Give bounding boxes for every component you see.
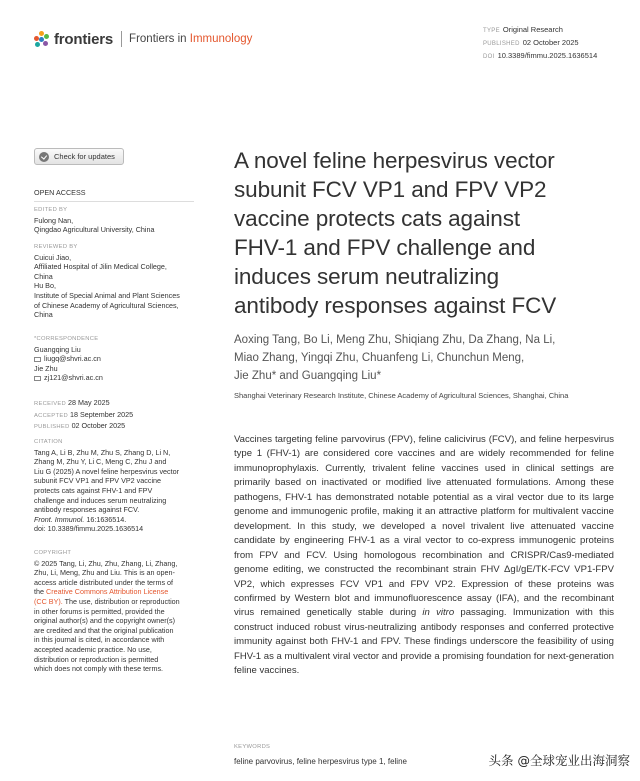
published-key: PUBLISHED — [483, 41, 520, 47]
copyright-line: which does not comply with these terms. — [34, 664, 164, 674]
copyright-line: are credited and that the original publication — [34, 625, 174, 635]
doi-link[interactable]: 10.3389/fimmu.2025.1636514 — [497, 51, 598, 60]
reviewed-by-label: REVIEWED BY — [34, 244, 78, 250]
doi-key: DOI — [483, 54, 495, 60]
copyright-line: in this journal is cited, in accordance with — [34, 635, 165, 645]
citation-volume: 16:1636514. — [84, 514, 127, 524]
copyright-line: in other forums is permitted, provided the — [34, 606, 165, 616]
frontiers-dots-icon — [34, 31, 50, 47]
title-line: antibody responses against FCV — [234, 293, 557, 318]
check-for-updates-button[interactable] — [34, 148, 124, 165]
corr-name: Jie Zhu — [34, 363, 58, 373]
citation-line: antibody responses against FCV. — [34, 505, 140, 515]
check-icon — [39, 152, 49, 162]
cc-by-link[interactable]: (CC BY). — [34, 596, 63, 606]
citation-line: Tang A, Li B, Zhu M, Zhu S, Zhang D, Li N, — [34, 447, 171, 457]
accepted-value: 18 September 2025 — [69, 409, 134, 419]
citation-line: protects cats against FHV-1 and FPV — [34, 485, 153, 495]
corr-email-link[interactable]: liugq@shvri.ac.cn — [44, 354, 101, 364]
open-access-label: OPEN ACCESS — [34, 188, 86, 197]
copyright-section — [34, 549, 194, 674]
citation-section — [34, 438, 194, 534]
keywords-label: KEYWORDS — [234, 744, 271, 750]
keywords[interactable]: feline parvovirus, feline herpesvirus type 1, feline — [234, 757, 407, 766]
journal-prefix: Frontiers in — [129, 33, 190, 45]
author-line: Aoxing Tang, Bo Li, Meng Zhu, Shiqiang Zhu, Da Zhang, Na Li, — [234, 334, 556, 346]
citation-line: Liu G (2025) A novel feline herpesvirus vector — [34, 466, 180, 476]
received-value: 28 May 2025 — [68, 398, 110, 407]
divider — [34, 201, 194, 202]
copyright-line: accepted academic practice. No use, — [34, 644, 152, 654]
mail-icon — [34, 357, 41, 362]
editor-affiliation: Qingdao Agricultural University, China — [34, 225, 155, 235]
reviewer-line: China — [34, 271, 53, 281]
journal-highlight: Immunology — [189, 33, 253, 45]
published-value: 02 October 2025 — [522, 38, 579, 47]
abstract-italic: in vitro — [422, 607, 455, 619]
check-for-updates-label: Check for updates — [54, 152, 115, 161]
copyright-line: The use, distribution or reproduction — [62, 596, 180, 606]
citation-doi[interactable]: doi: 10.3389/fimmu.2025.1636514 — [34, 524, 144, 534]
citation-journal: Front. Immunol. — [34, 514, 85, 524]
reviewer-line: Cuicui Jiao, — [34, 252, 72, 262]
title-line: A novel feline herpesvirus vector — [234, 148, 555, 173]
copyright-line: Zhu, Li, Meng, Zhu and Liu. This is an open- — [34, 568, 175, 578]
abstract — [234, 433, 614, 679]
reviewer-line: Hu Bo, — [34, 281, 56, 291]
type-key: TYPE — [483, 28, 500, 34]
logo-divider — [121, 31, 122, 47]
corr-email-link[interactable]: zj121@shvri.ac.cn — [44, 373, 103, 383]
reviewer-line: Institute of Special Animal and Plant Sciences — [34, 290, 180, 300]
author-list — [234, 331, 614, 385]
affiliation: Shanghai Veterinary Research Institute, Chinese Academy of Agricultural Sciences, Shanghai, China — [234, 391, 569, 400]
reviewer-line: of Chinese Academy of Agricultural Sciences, — [34, 300, 179, 310]
reviewer-line: China — [34, 310, 53, 320]
title-line: induces serum neutralizing — [234, 264, 500, 289]
abstract-text: Vaccines targeting feline parvovirus (FPV), feline calicivirus (FCV), and feline herpesvirus type 1 (FHV-1) are considered core vaccines and are widely recommended for feline immunoprophylaxis. Currently, trivalent feline vaccines used in clinical settings are primarily based on inactivated or modified live attenuated formulations. Among these pathogens, FHV-1 has demonstrated notable potential as a viral vector due to its large genome and immunogenic profile, making it an attractive platform for multivalent vaccine development. In this study, we developed a novel trivalent live attenuated vaccine candidate by engineering FHV-1 as a viral vector to co-express immunogenic proteins from FPV and FCV. Using homologous recombination and CRISPR/Cas9-mediated genome editing, we constructed the recombinant strain FHV ΔgI/gE/TK-FCV VP1-FPV VP2, which expresses FCV VP1 and FPV VP2. Expression of these proteins was confirmed by Western blot and immunofluorescence assay (IFA), and the recombinant virus remained genetically stable during — [234, 434, 614, 619]
type-value: Original Research — [502, 25, 563, 34]
received-key: RECEIVED — [34, 401, 67, 407]
reviewed-by-section — [34, 243, 194, 320]
reviewer-line: Affiliated Hospital of Jilin Medical College, — [34, 262, 167, 272]
copyright-line: the — [34, 587, 46, 597]
cc-license-link[interactable]: Creative Commons Attribution License — [46, 587, 169, 597]
copyright-line: © 2025 Tang, Li, Zhu, Zhu, Zhang, Li, Zhang, — [34, 558, 178, 568]
mail-icon — [34, 376, 41, 381]
editor-name: Fulong Nan, — [34, 215, 74, 225]
edited-by-section — [34, 206, 194, 235]
frontiers-logo[interactable] — [34, 29, 252, 49]
watermark: 头条 @全球宠业出海洞察 — [488, 753, 630, 768]
edited-by-label: EDITED BY — [34, 207, 68, 213]
article-title — [234, 146, 614, 320]
published-value: 02 October 2025 — [71, 421, 126, 431]
title-line: vaccine protects cats against — [234, 206, 520, 231]
dates-section — [34, 398, 194, 433]
publisher-word: frontiers — [54, 30, 114, 48]
correspondence-section — [34, 335, 194, 383]
citation-line: subunit FCV VP1 and FPV VP2 vaccine — [34, 476, 162, 486]
citation-label: CITATION — [34, 439, 63, 445]
author-line: Jie Zhu* and Guangqing Liu* — [234, 370, 382, 382]
copyright-line: access article distributed under the terms of — [34, 577, 174, 587]
citation-line: Zhang M, Zhu Y, Li C, Meng C, Zhu J and — [34, 457, 167, 467]
copyright-line: original author(s) and the copyright owner(s) — [34, 616, 176, 626]
article-meta — [483, 24, 597, 63]
title-line: FHV-1 and FPV challenge and — [234, 235, 536, 260]
citation-line: challenge and induces serum neutralizing — [34, 495, 167, 505]
copyright-label: COPYRIGHT — [34, 550, 72, 556]
abstract-text: passaging. Immunization with this construct induced robust virus-neutralizing antibody responses and conferred protective immunity against both FHV-1 and FPV. These findings underscore the feasibility of using FHV-1 as a multivalent viral vector and provide a promising foundation for next-generation feline vaccines. — [234, 607, 614, 677]
corr-name: Guangqing Liu — [34, 344, 81, 354]
accepted-key: ACCEPTED — [34, 412, 68, 419]
title-line: subunit FCV VP1 and FPV VP2 — [234, 177, 547, 202]
correspondence-label: *CORRESPONDENCE — [34, 336, 99, 342]
published-key: PUBLISHED — [34, 424, 70, 431]
author-line: Miao Zhang, Yingqi Zhu, Chuanfeng Li, Chunchun Meng, — [234, 352, 525, 364]
journal-name — [129, 33, 252, 45]
copyright-line: distribution or reproduction is permitted — [34, 654, 159, 664]
